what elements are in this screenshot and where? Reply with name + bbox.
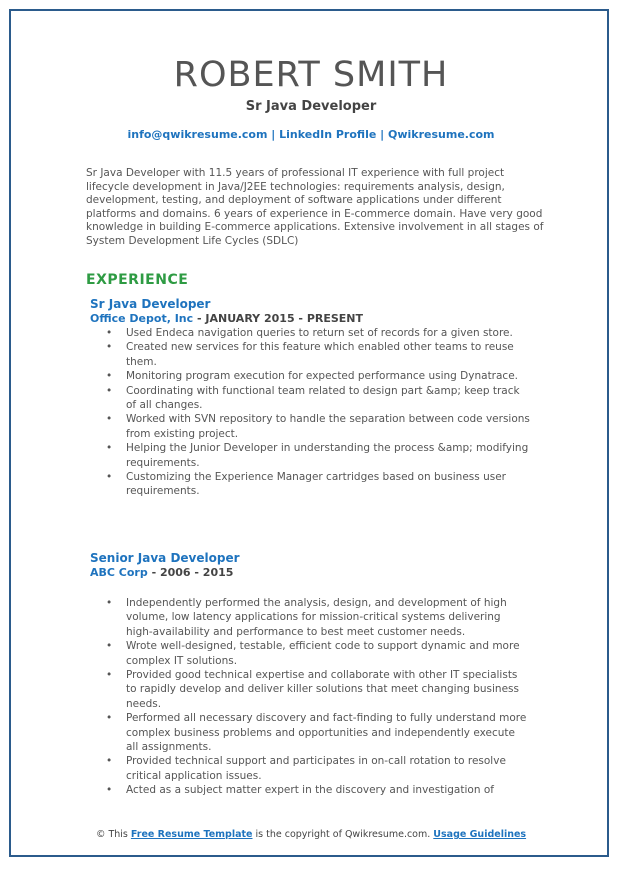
footer-prefix: © This: [95, 829, 131, 840]
list-item: • Monitoring program execution for expected performance using Dynatrace.: [90, 369, 530, 383]
contact-separator: |: [376, 128, 388, 141]
job-company: [90, 566, 530, 580]
list-item: • Independently performed the analysis, design, and development of high volume, low latency applications for mission-critical systems delivering high-availability and performance to best meet customer needs.: [90, 596, 530, 639]
contact-separator: |: [267, 128, 280, 141]
list-item: • Worked with SVN repository to handle the separation between code versions from existing project.: [90, 412, 530, 441]
list-item: • Provided technical support and participates in on-call rotation to resolve critical application issues.: [90, 754, 530, 783]
website-link[interactable]: Qwikresume.com: [388, 128, 495, 141]
linkedin-link[interactable]: LinkedIn Profile: [279, 128, 377, 141]
list-item: • Provided good technical expertise and collaborate with other IT specialists to rapidly develop and deliver killer solutions that meet changing business needs.: [90, 668, 530, 711]
job-entry: [90, 297, 530, 499]
job-dates: - JANUARY 2015 - PRESENT: [193, 312, 364, 325]
job-title: Sr Java Developer: [90, 297, 211, 311]
list-item: • Created new services for this feature which enabled other teams to reuse them.: [90, 340, 530, 369]
footer-middle: is the copyright of Qwikresume.com.: [252, 829, 434, 840]
job-headline: Sr Java Developer: [245, 99, 377, 114]
job-dates: - 2006 - 2015: [147, 566, 234, 579]
list-item: • Acted as a subject matter expert in the discovery and investigation of: [90, 783, 530, 797]
professional-summary: Sr Java Developer with 11.5 years of professional IT experience with full project lifecycle development in Java/J2EE technologies: requirements analysis, design, development, testing, and deployment of software applications under different platforms and domains. 6 years of experience in E-commerce domain. Have very good knowledge in building E-commerce applications. Extensive involvement in all stages of System Development Life Cycles (SDLC): [86, 167, 544, 247]
job-company: [90, 312, 530, 326]
candidate-name: ROBERT SMITH: [173, 55, 449, 95]
job-entry: [90, 551, 530, 798]
list-item: • Customizing the Experience Manager cartridges based on business user requirements.: [90, 470, 530, 499]
company-name: Office Depot, Inc: [90, 312, 194, 325]
usage-guidelines-link[interactable]: Usage Guidelines: [433, 829, 527, 840]
list-item: • Helping the Junior Developer in understanding the process &amp; modifying requirements.: [90, 441, 530, 470]
free-template-link[interactable]: Free Resume Template: [130, 829, 253, 840]
list-item: • Coordinating with functional team related to design part &amp; keep track of all changes.: [90, 384, 530, 413]
copyright-footer: [0, 829, 622, 840]
experience-heading: EXPERIENCE: [86, 272, 189, 288]
email-link[interactable]: info@qwikresume.com: [127, 128, 268, 141]
responsibility-list: [90, 596, 530, 798]
company-name: ABC Corp: [90, 566, 148, 579]
responsibility-list: [90, 326, 530, 499]
list-item: • Used Endeca navigation queries to return set of records for a given store.: [90, 326, 530, 340]
list-item: • Performed all necessary discovery and fact-finding to fully understand more complex business problems and opportunities and independently execute all assignments.: [90, 711, 530, 754]
job-title: Senior Java Developer: [90, 551, 240, 565]
list-item: • Wrote well-designed, testable, efficient code to support dynamic and more complex IT solutions.: [90, 639, 530, 668]
contact-line: [0, 128, 622, 141]
